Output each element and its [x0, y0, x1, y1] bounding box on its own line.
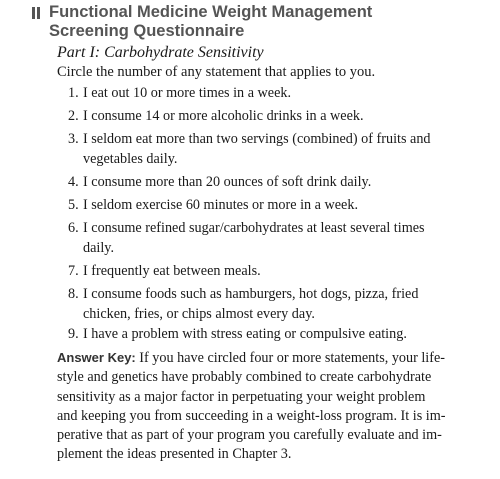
statement-number: 6.: [68, 220, 79, 236]
statement-text: I eat out 10 or more times in a week.: [83, 85, 292, 101]
statement-number: 9.: [68, 326, 79, 342]
statement-number: 1.: [68, 85, 79, 101]
statement-number: 8.: [68, 286, 79, 302]
statement-text-continued: chicken, fries, or chips almost every day.: [83, 305, 315, 322]
statement-text-continued: daily.: [83, 239, 114, 256]
answer-key-text: If you have circled four or more statements, your life-: [135, 350, 446, 366]
statement-text: I seldom exercise 60 minutes or more in a week.: [83, 197, 358, 213]
heading-line-1: Functional Medicine Weight Management: [49, 3, 373, 21]
answer-key-label: Answer Key:: [57, 350, 136, 365]
statement-text: I have a problem with stress eating or compulsive eating.: [83, 326, 407, 342]
statement-text: I consume 14 or more alcoholic drinks in a week.: [83, 108, 364, 124]
heading-bullet-icon: [32, 7, 41, 19]
answer-key-line-6: plement the ideas presented in Chapter 3.: [57, 446, 292, 463]
answer-key-line-3: sensitivity as a major factor in perpetuating your weight problem: [57, 388, 426, 405]
answer-key-line-5: perative that as part of your program you carefully evaluate and im-: [57, 427, 442, 444]
statement-number: 7.: [68, 263, 79, 279]
statement-text: I consume foods such as hamburgers, hot dogs, pizza, fried: [83, 286, 419, 302]
statement-number: 2.: [68, 108, 79, 124]
statement-text: I consume more than 20 ounces of soft drink daily.: [83, 174, 372, 190]
answer-key-line-4: and keeping you from succeeding in a weight-loss program. It is im-: [57, 407, 446, 424]
statement-text: I seldom eat more than two servings (combined) of fruits and: [83, 131, 431, 147]
statement-text: I consume refined sugar/carbohydrates at least several times: [83, 220, 425, 236]
statement-number: 5.: [68, 197, 79, 213]
statement-text-continued: vegetables daily.: [83, 150, 178, 167]
answer-key-line-2: style and genetics have probably combined to create carbohydrate: [57, 369, 432, 386]
statement-text: I frequently eat between meals.: [83, 263, 261, 279]
section-title: Part I: Carbohydrate Sensitivity: [57, 44, 264, 61]
statement-number: 4.: [68, 174, 79, 190]
section-instruction: Circle the number of any statement that applies to you.: [57, 64, 376, 80]
answer-key-line-1: [57, 348, 477, 368]
heading-line-2: Screening Questionnaire: [49, 22, 245, 40]
answer-key: [57, 348, 477, 465]
statement-number: 3.: [68, 131, 79, 147]
